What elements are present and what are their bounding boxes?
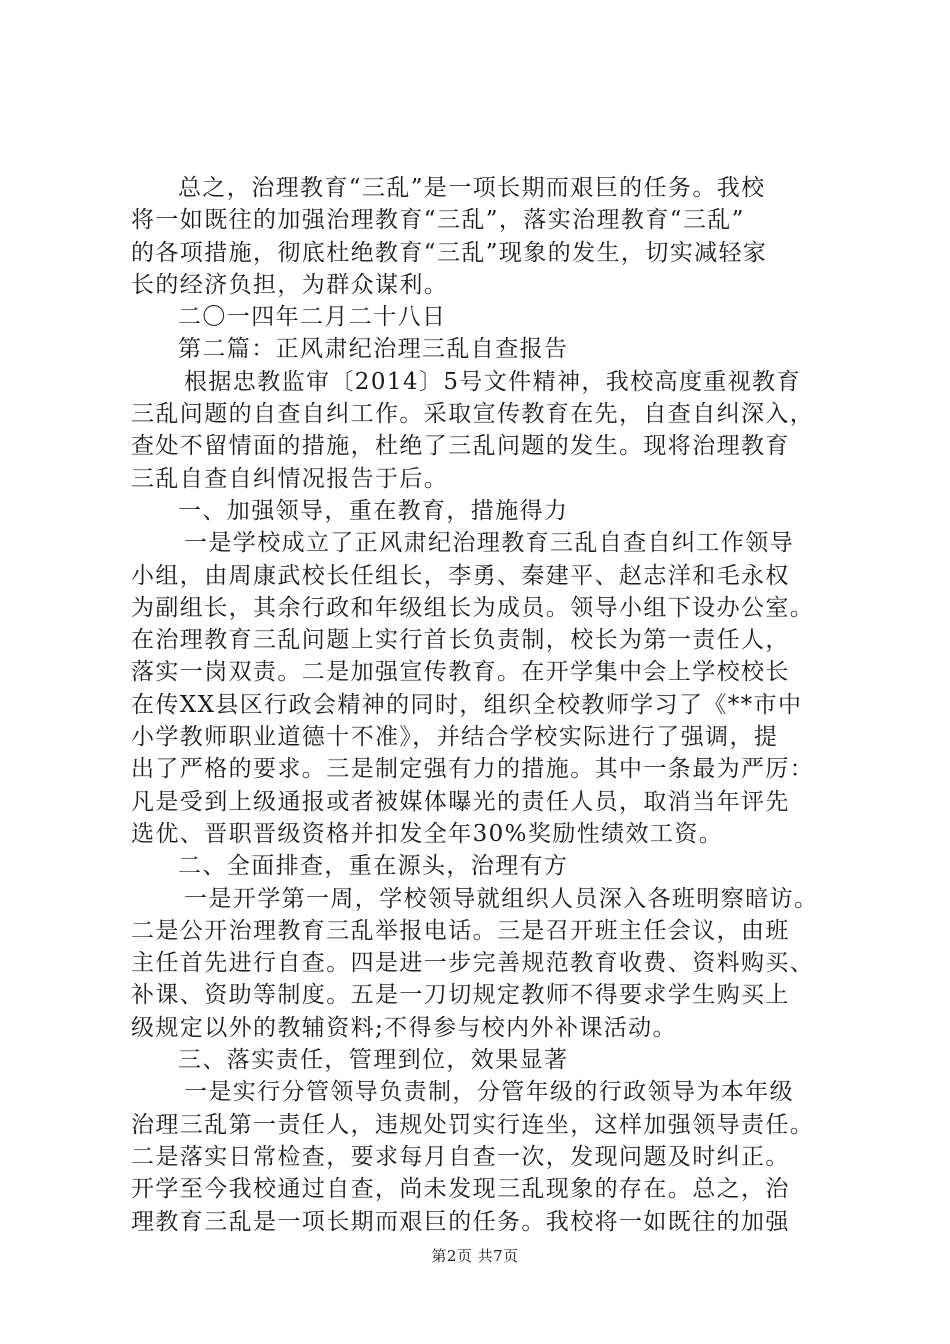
- paragraph-line: 理教育三乱是一项长期而艰巨的任务。我校将一如既往的加强: [131, 1208, 790, 1235]
- paragraph-line: 一是学校成立了正风肃纪治理教育三乱自查自纠工作领导: [184, 530, 794, 557]
- heading-three: 三、落实责任，管理到位，效果显著: [178, 1047, 569, 1074]
- paragraph-line: 小学教师职业道德十不准》，并结合学校实际进行了强调，提: [131, 724, 779, 751]
- date-line: 二〇一四年二月二十八日: [178, 304, 447, 331]
- paragraph-line: 一是实行分管领导负责制，分管年级的行政领导为本年级: [184, 1079, 794, 1106]
- paragraph-line: 总之，治理教育“三乱”是一项长期而艰巨的任务。我校: [178, 175, 766, 201]
- paragraph-line: 级规定以外的教辅资料;不得参与校内外补课活动。: [131, 1014, 677, 1041]
- paragraph-line: 在治理教育三乱问题上实行首长负责制，校长为第一责任人，: [131, 627, 790, 654]
- document-body: [131, 172, 831, 1238]
- paragraph-line: 在传XX县区行政会精神的同时，组织全校教师学习了《**市中: [131, 691, 803, 718]
- paragraph-line: 选优、晋职晋级资格并扣发全年30%奖励性绩效工资。: [131, 820, 724, 847]
- heading-one: 一、加强领导，重在教育，措施得力: [178, 497, 569, 524]
- paragraph-line: 治理三乱第一责任人，违规处罚实行连坐，这样加强领导责任。: [131, 1111, 815, 1138]
- paragraph-line: 根据忠教监审〔2014〕5号文件精神，我校高度重视教育: [184, 368, 801, 395]
- paragraph-line: 一是开学第一周，学校领导就组织人员深入各班明察暗访。: [184, 885, 819, 912]
- paragraph-line: 补课、资助等制度。五是一刀切规定教师不得要求学生购买上: [131, 982, 790, 1009]
- paragraph-line: 的各项措施，彻底杜绝教育“三乱”现象的发生，切实减轻家: [131, 239, 768, 266]
- paragraph-line: 为副组长，其余行政和年级组长为成员。领导小组下设办公室。: [131, 594, 815, 621]
- paragraph-line: 长的经济负担，为群众谋利。: [131, 271, 449, 298]
- paragraph-line: 开学至今我校通过自查，尚未发现三乱现象的存在。总之，治: [131, 1176, 790, 1203]
- paragraph-line: 小组，由周康武校长任组长，李勇、秦建平、赵志洋和毛永权: [131, 562, 790, 589]
- paragraph-line: 出了严格的要求。三是制定强有力的措施。其中一条最为严厉：: [131, 756, 815, 783]
- paragraph-line: 将一如既往的加强治理教育“三乱”，落实治理教育“三乱”: [131, 207, 745, 234]
- section-title: 第二篇：正风肃纪治理三乱自查报告: [178, 336, 569, 363]
- paragraph-line: 查处不留情面的措施，杜绝了三乱问题的发生。现将治理教育: [131, 433, 790, 460]
- paragraph-line: 二是公开治理教育三乱举报电话。三是召开班主任会议，由班: [131, 917, 790, 944]
- heading-two: 二、全面排查，重在源头，治理有方: [178, 853, 569, 880]
- page-number-footer: 第2页 共7页: [431, 1247, 519, 1265]
- paragraph-line: 二是落实日常检查，要求每月自查一次，发现问题及时纠正。: [131, 1143, 790, 1170]
- paragraph-line: 三乱自查自纠情况报告于后。: [131, 465, 449, 492]
- paragraph-line: 主任首先进行自查。四是进一步完善规范教育收费、资料购买、: [131, 950, 815, 977]
- paragraph-line: 落实一岗双责。二是加强宣传教育。在开学集中会上学校校长: [131, 659, 790, 686]
- paragraph-line: 凡是受到上级通报或者被媒体曝光的责任人员，取消当年评先: [131, 788, 790, 815]
- paragraph-line: 三乱问题的自查自纠工作。采取宣传教育在先，自查自纠深入，: [131, 401, 815, 428]
